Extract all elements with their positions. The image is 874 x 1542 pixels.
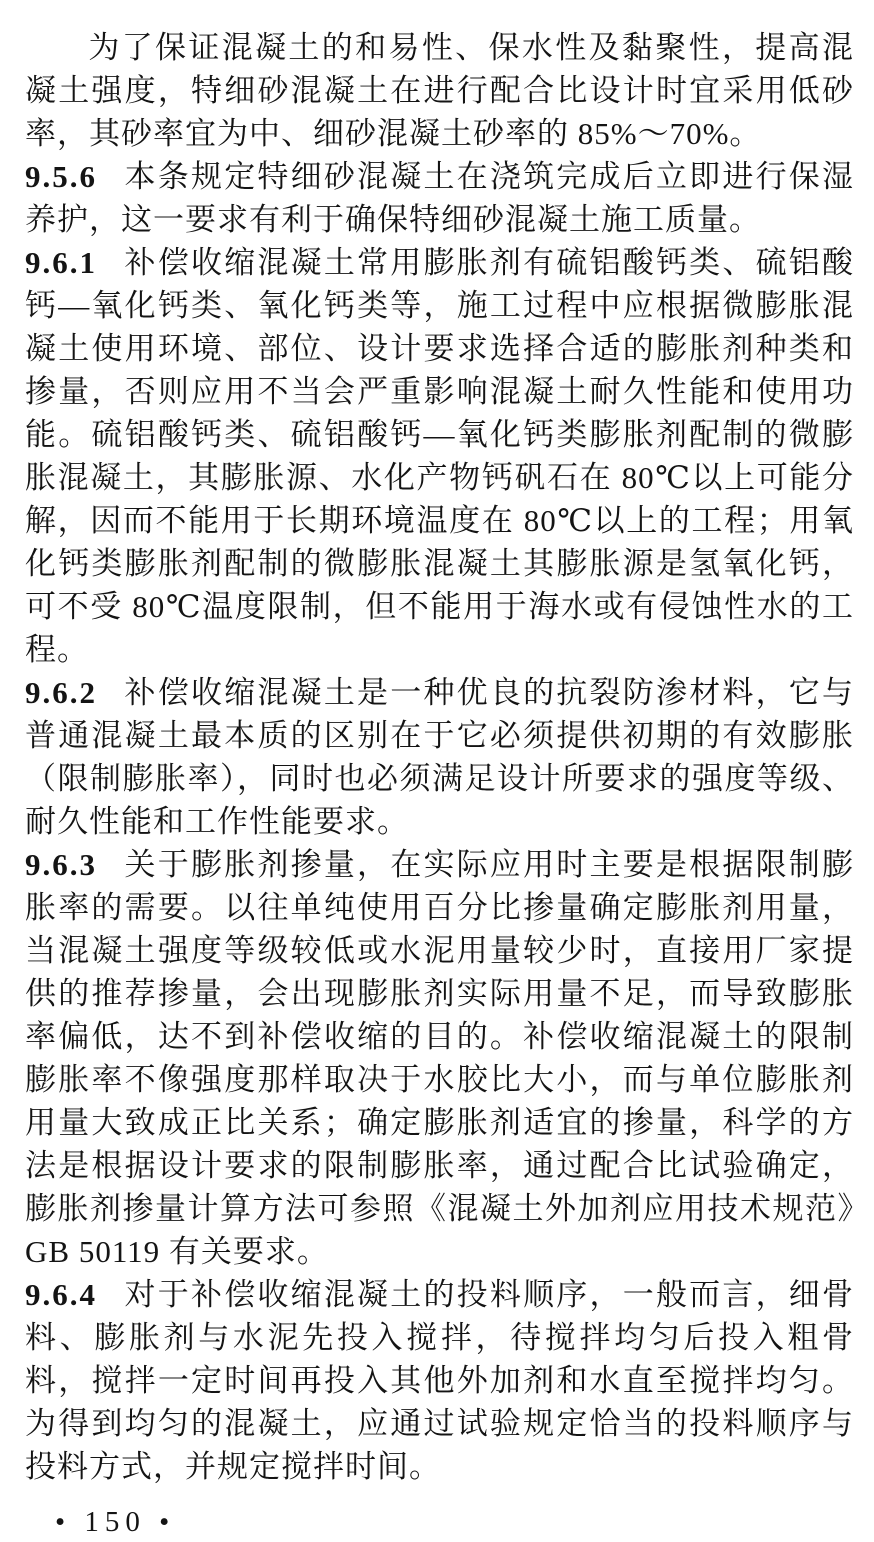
paragraph-text: 关于膨胀剂掺量，在实际应用时主要是根据限制膨胀率的需要。以往单纯使用百分比掺量确定膨胀剂用量，当混凝土强度等级较低或水泥用量较少时，直接用厂家提供的推荐掺量，会出现膨胀剂实际用量不足，而导致膨胀率偏低，达不到补偿收缩的目的。补偿收缩混凝土的限制膨胀率不像强度那样取决于水胶比大小，而与单位膨胀剂用量大致成正比关系；确定膨胀剂适宜的掺量，科学的方法是根据设计要求的限制膨胀率，通过配合比试验确定，膨胀剂掺量计算方法可参照《混凝土外加剂应用技术规范》GB 50119 有关要求。 (25, 847, 854, 1269)
section-number: 9.6.1 (25, 245, 97, 280)
paragraph-text: 对于补偿收缩混凝土的投料顺序，一般而言，细骨料、膨胀剂与水泥先投入搅拌，待搅拌均匀后投入粗骨料，搅拌一定时间再投入其他外加剂和水直至搅拌均匀。为得到均匀的混凝土，应通过试验规定恰当的投料顺序与投料方式，并规定搅拌时间。 (25, 1277, 854, 1484)
paragraph-text: 补偿收缩混凝土常用膨胀剂有硫铝酸钙类、硫铝酸钙—氧化钙类、氧化钙类等，施工过程中应根据微膨胀混凝土使用环境、部位、设计要求选择合适的膨胀剂种类和掺量，否则应用不当会严重影响混凝土耐久性能和使用功能。硫铝酸钙类、硫铝酸钙—氧化钙类膨胀剂配制的微膨胀混凝土，其膨胀源、水化产物钙矾石在 80℃以上可能分解，因而不能用于长期环境温度在 80℃以上的工程；用氧化钙类膨胀剂配制的微膨胀混凝土其膨胀源是氢氧化钙，可不受 80℃温度限制，但不能用于海水或有侵蚀性水的工程。 (25, 245, 854, 667)
paragraph-9-5-6 (25, 155, 854, 241)
section-number: 9.6.4 (25, 1277, 97, 1312)
page-number: • 150 • (55, 1506, 176, 1538)
paragraph-text: 本条规定特细砂混凝土在浇筑完成后立即进行保湿养护，这一要求有利于确保特细砂混凝土施工质量。 (25, 159, 854, 237)
paragraph-9-6-2 (25, 671, 854, 843)
section-number: 9.6.2 (25, 675, 97, 710)
paragraph-text: 为了保证混凝土的和易性、保水性及黏聚性，提高混凝土强度，特细砂混凝土在进行配合比设计时宜采用低砂率，其砂率宜为中、细砂混凝土砂率的 85%～70%。 (25, 30, 854, 151)
paragraph-sand-ratio (25, 26, 854, 155)
section-number: 9.5.6 (25, 159, 97, 194)
paragraph-9-6-1 (25, 241, 854, 671)
paragraph-text: 补偿收缩混凝土是一种优良的抗裂防渗材料，它与普通混凝土最本质的区别在于它必须提供初期的有效膨胀（限制膨胀率），同时也必须满足设计所要求的强度等级、耐久性能和工作性能要求。 (25, 675, 854, 839)
paragraph-9-6-3 (25, 843, 854, 1273)
paragraph-9-6-4 (25, 1273, 854, 1488)
section-number: 9.6.3 (25, 847, 97, 882)
